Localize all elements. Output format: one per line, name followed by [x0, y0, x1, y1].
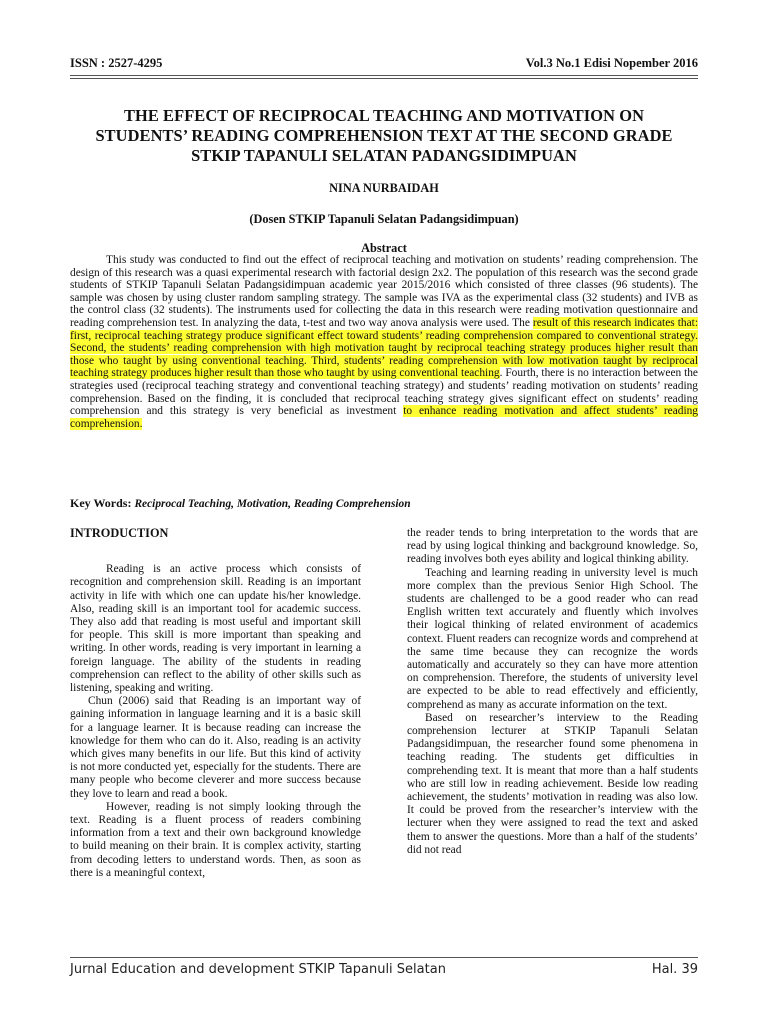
volume-label: Vol.3 No.1 Edisi Nopember 2016 — [525, 56, 698, 70]
page-number: Hal. 39 — [651, 962, 698, 977]
intro-paragraph-4: the reader tends to bring interpretation to the words that are read by using logical thinking and background knowledge. So, reading involves both eyes ability and logical thinking ability. — [407, 527, 698, 566]
keywords-label: Key Words: — [70, 496, 132, 510]
abstract-heading: Abstract — [361, 241, 407, 255]
introduction-heading: INTRODUCTION — [70, 526, 169, 540]
abstract-highlight-b: to enhance reading motivation and affect students’ reading comprehension. — [70, 405, 699, 430]
right-column — [407, 527, 698, 857]
intro-paragraph-6: Based on researcher’s interview to the Reading comprehension lecturer at STKIP Tapanuli Selatan Padangsidimpuan, the researcher found some phenomena in teaching reading. The students get difficulties in comprehending text. It is meant that more than a half students who are still low in reading achievement. Beside low reading achievement, the students’ motivation in reading was also low. It could be proved from the researcher’s interview with the lecturer when they were assigned to read the text and asked them to answer the questions. More than a half of the students’ did not read — [407, 711, 698, 856]
title-line-3: STKIP TAPANULI SELATAN PADANGSIDIMPUAN — [191, 146, 577, 165]
keywords-line — [70, 496, 698, 511]
intro-paragraph-1: Reading is an active process which consists of recognition and comprehension skill. Reading is an important activity in life with which one can update his/her knowledge. Also, reading skill is an important tool for academic success. They also add that reading is most useful and important skill for people. This skill is more important than speaking and writing. In other words, reading is very important in learning a foreign language. The ability of the students in reading comprehension can reflect to the ability of other skills such as listening, speaking and writing. — [70, 563, 361, 695]
left-column — [70, 527, 361, 880]
page-header — [70, 56, 698, 72]
journal-name: Jurnal Education and development STKIP Tapanuli Selatan — [70, 962, 446, 977]
title-line-2: STUDENTS’ READING COMPREHENSION TEXT AT THE SECOND GRADE — [95, 126, 673, 145]
page-footer — [70, 962, 698, 980]
title-line-1: THE EFFECT OF RECIPROCAL TEACHING AND MOTIVATION ON — [123, 106, 645, 125]
abstract-text-a: This study was conducted to find out the effect of reciprocal teaching and motivation on students’ reading comprehension. The design of this research was a quasi experimental research with factorial design 2x2. The population of this research was the second grade students of STKIP Tapanuli Selatan Padangsidimpuan academic year 2015/2016 which consisted of three classes (96 students). The sample was chosen by using cluster random sampling strategy. The sample was IVA as the experimental class (32 students) and IVB as the control class (32 students). The instruments used for collecting the data in this research were reading motivation questionnaire and reading comprehension test. In analyzing the data, t-test and two way anova analysis were used. The — [70, 254, 698, 329]
abstract-text-b: . Fourth, there is no interaction between the strategies used (reciprocal teaching strategy and conventional teaching strategy) and students’ reading motivation on students’ reading comprehension. Based on the finding, it is concluded that reciprocal teaching strategy gives significant effect on students’ reading comprehension and this strategy is very beneficial as investment — [70, 367, 698, 418]
header-rule-double — [70, 78, 698, 79]
paper-title — [70, 106, 698, 166]
keywords-value: Reciprocal Teaching, Motivation, Reading Comprehension — [134, 498, 411, 510]
abstract-body — [70, 254, 698, 430]
intro-paragraph-3: However, reading is not simply looking through the text. Reading is a fluent process of readers combining information from a text and their own background knowledge to build meaning on their brain. It is complex activity, starting from decoding letters to understand words. Then, as soon as there is a meaningful context, — [70, 800, 361, 879]
abstract-highlight-a: result of this research indicates that: first, reciprocal teaching strategy produce significant effect toward students’ reading comprehension compared to conventional strategy. Second, the students’ reading comprehension with high motivation taught by reciprocal teaching strategy produces higher result than those who taught by using conventional teaching. Third, students’ reading comprehension with low motivation taught by reciprocal teaching strategy produces higher result than those who taught by using conventional teaching — [70, 316, 698, 380]
author-name: NINA NURBAIDAH — [329, 181, 439, 195]
intro-paragraph-5: Teaching and learning reading in university level is much more complex than the previous Senior High School. The students are challenged to be a good reader who can read English written text accurately and fluently which involves their logical thinking of related environment of academics context. Fluent readers can recognize words and comprehend at the same time because they can recognize the words automatically and accurately so they can have more attention on comprehension. Therefore, the students of university level are expected to be able to read effectively and efficiently, comprehend as many as accurate information on the text. — [407, 566, 698, 711]
author-affiliation: (Dosen STKIP Tapanuli Selatan Padangsidimpuan) — [249, 212, 519, 226]
intro-paragraph-2: Chun (2006) said that Reading is an important way of gaining information in language learning and it is a basic skill for a language learner. It is because reading can increase the knowledge for them who can do it. Also, reading is an activity which gives many benefits in our life. But this kind of activity is not more conducted yet, especially for the students. There are many people who become cleverer and more success because they love to learn and read a book. — [70, 695, 361, 800]
issn-label: ISSN : 2527-4295 — [70, 56, 163, 70]
header-rule — [70, 75, 698, 76]
footer-rule — [70, 957, 698, 958]
